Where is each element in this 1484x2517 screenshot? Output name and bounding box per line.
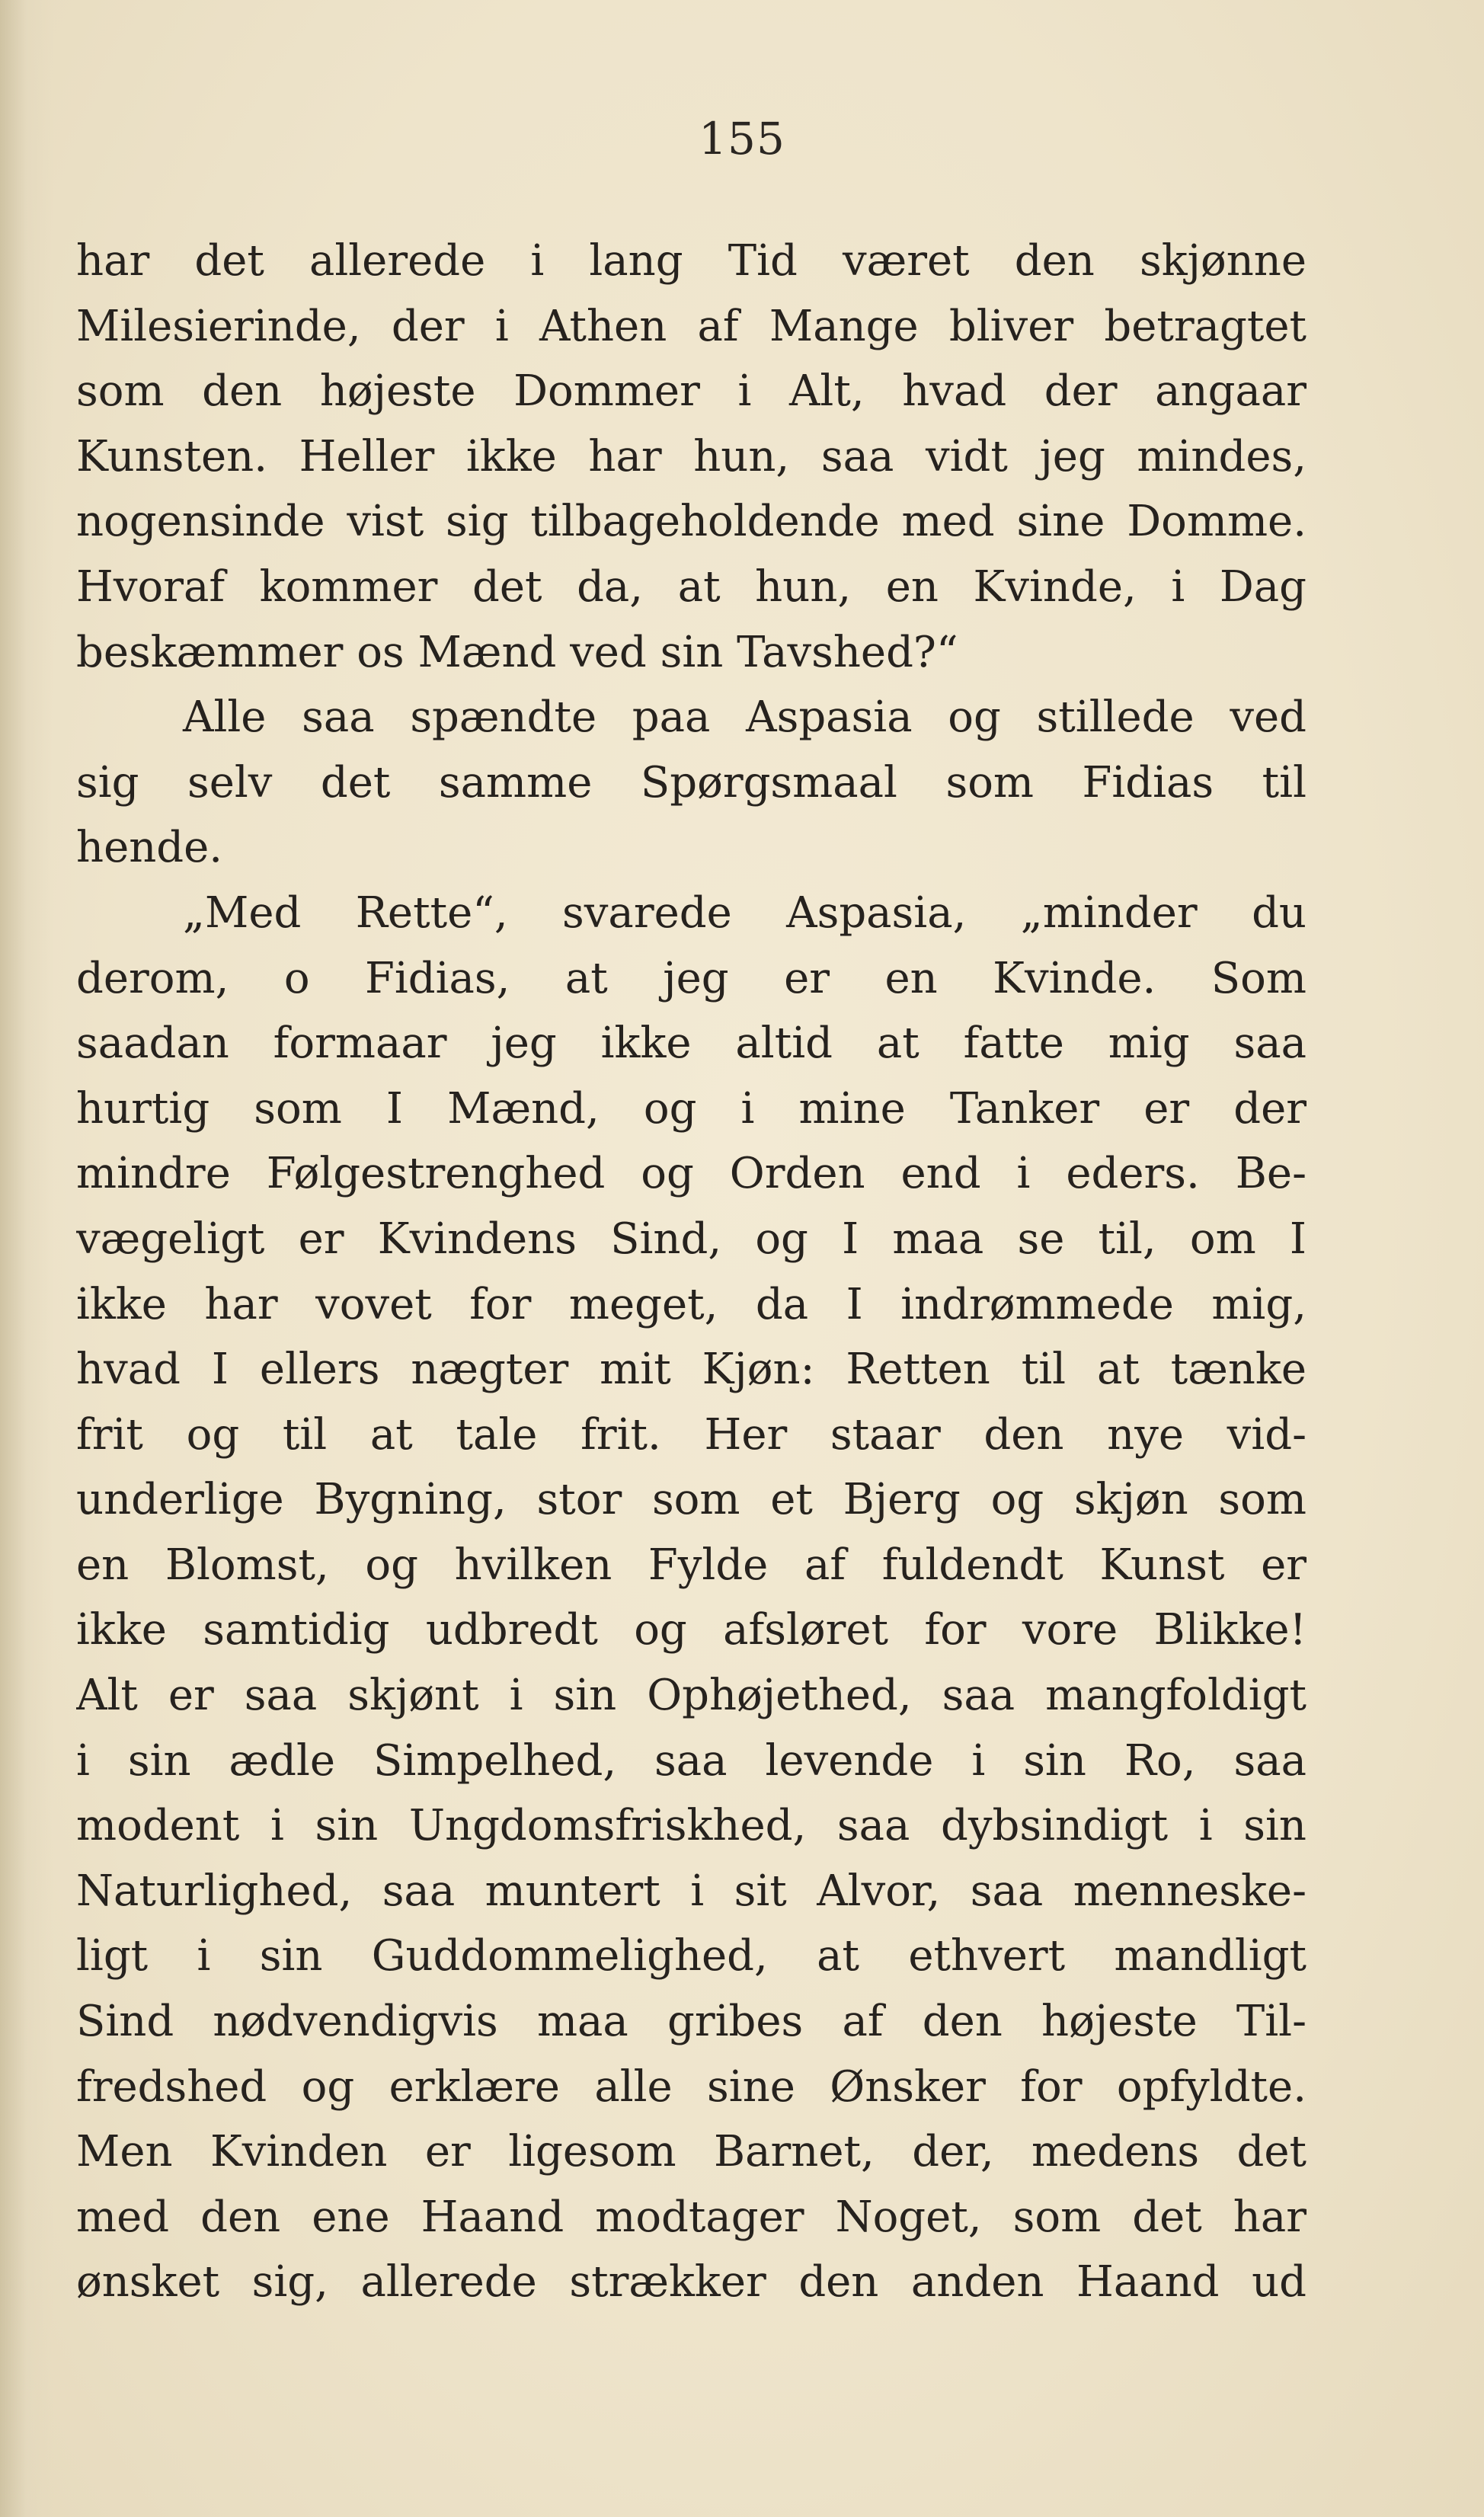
text-line: derom, o Fidias, at jeg er en Kvinde. Som bbox=[76, 953, 1306, 1003]
text-line: har det allerede i lang Tid været den skjønne bbox=[76, 236, 1306, 286]
text-line: ikke samtidig udbredt og afsløret for vore Blikke! bbox=[76, 1605, 1306, 1655]
text-line: vægeligt er Kvindens Sind, og I maa se til, om I bbox=[76, 1214, 1306, 1264]
text-line: beskæmmer os Mænd ved sin Tavshed?“ bbox=[76, 627, 958, 677]
body-text bbox=[76, 229, 1306, 2315]
text-line: ønsket sig, allerede strækker den anden Haand ud bbox=[76, 2257, 1306, 2308]
text-line: „Med Rette“, svarede Aspasia, „minder du bbox=[183, 888, 1306, 938]
text-line: som den højeste Dommer i Alt, hvad der angaar bbox=[76, 366, 1306, 417]
text-line: mindre Følgestrenghed og Orden end i eders. Be- bbox=[76, 1149, 1306, 1199]
text-line: en Blomst, og hvilken Fylde af fuldendt Kunst er bbox=[76, 1540, 1306, 1590]
text-line: saadan formaar jeg ikke altid at fatte mig saa bbox=[76, 1019, 1306, 1069]
text-line: ikke har vovet for meget, da I indrømmede mig, bbox=[76, 1279, 1306, 1329]
text-line: Alt er saa skjønt i sin Ophøjethed, saa mangfoldigt bbox=[76, 1671, 1306, 1721]
text-line: fredshed og erklære alle sine Ønsker for opfyldte. bbox=[76, 2061, 1306, 2112]
text-line: Milesierinde, der i Athen af Mange bliver betragtet bbox=[76, 301, 1306, 351]
page-number: 155 bbox=[699, 113, 785, 165]
spine-shadow bbox=[0, 0, 53, 2517]
text-line: ligt i sin Guddommelighed, at ethvert mandligt bbox=[76, 1931, 1306, 1981]
text-line: hende. bbox=[76, 823, 223, 873]
text-line: Hvoraf kommer det da, at hun, en Kvinde, i Dag bbox=[76, 561, 1306, 612]
text-line: med den ene Haand modtager Noget, som det har bbox=[76, 2192, 1306, 2242]
text-line: frit og til at tale frit. Her staar den nye vid- bbox=[76, 1409, 1306, 1460]
text-line: Sind nødvendigvis maa gribes af den højeste Til- bbox=[76, 1997, 1306, 2047]
text-line: underlige Bygning, stor som et Bjerg og skjøn som bbox=[76, 1475, 1306, 1525]
text-line: Alle saa spændte paa Aspasia og stillede ved bbox=[183, 692, 1306, 743]
text-line: Naturlighed, saa muntert i sit Alvor, saa menneske- bbox=[76, 1866, 1306, 1916]
text-line: modent i sin Ungdomsfriskhed, saa dybsindigt i sin bbox=[76, 1801, 1306, 1851]
text-line: Kunsten. Heller ikke har hun, saa vidt jeg mindes, bbox=[76, 431, 1306, 481]
text-line: hurtig som I Mænd, og i mine Tanker er der bbox=[76, 1083, 1306, 1134]
text-line: i sin ædle Simpelhed, saa levende i sin Ro, saa bbox=[76, 1735, 1306, 1786]
text-line: nogensinde vist sig tilbageholdende med sine Domme. bbox=[76, 497, 1306, 547]
text-line: hvad I ellers nægter mit Kjøn: Retten til at tænke bbox=[76, 1345, 1306, 1395]
text-line: Men Kvinden er ligesom Barnet, der, medens det bbox=[76, 2127, 1306, 2177]
text-line: sig selv det samme Spørgsmaal som Fidias til bbox=[76, 757, 1306, 808]
